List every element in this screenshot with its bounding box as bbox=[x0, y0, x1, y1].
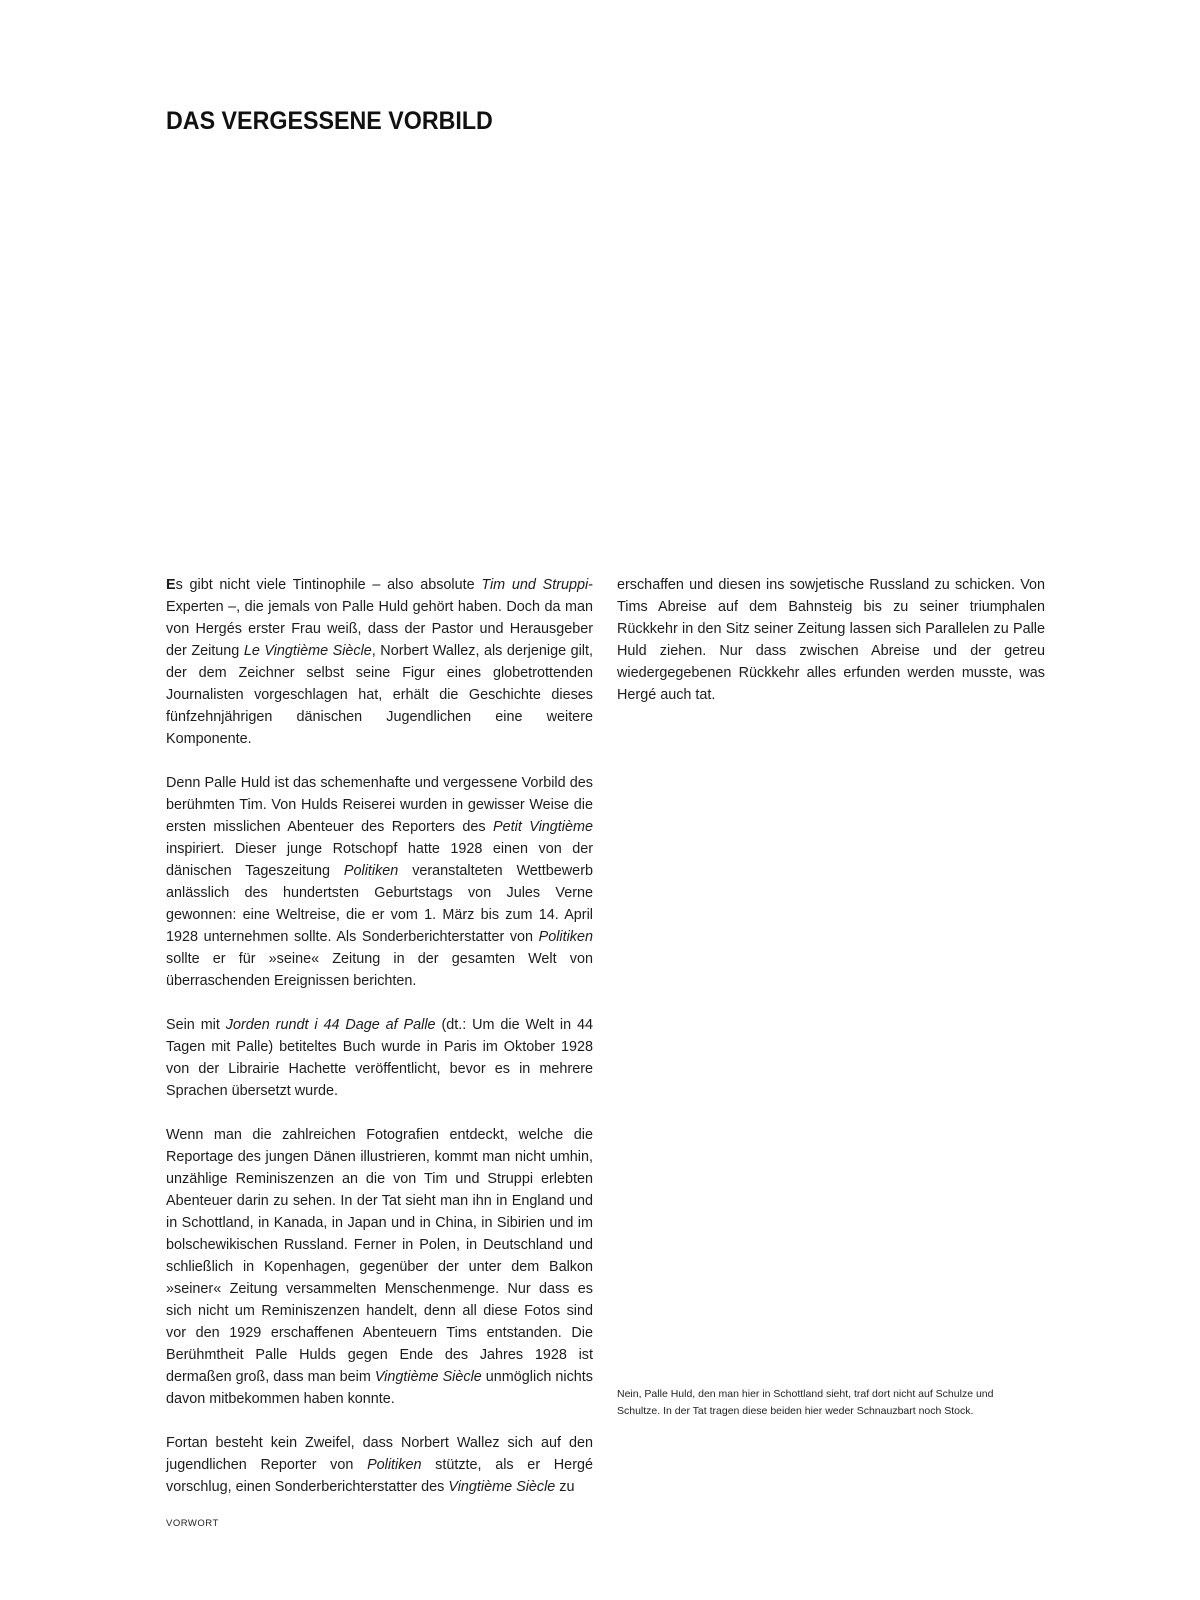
paragraph-3-italic-title-1: Jorden rundt i 44 Dage af Palle bbox=[225, 1017, 436, 1033]
paragraph-2-text-c: veranstalteten Wettbewerb anlässlich des hundertsten Geburtstags von Jules Verne gewonnen: eine Weltreise, die er vom 1. März bis zum 14. April 1928 unternehmen sollte. Als Sonderberichterstatter von bbox=[166, 863, 593, 945]
paragraph-2-italic-title-1: Petit Vingtième bbox=[493, 819, 593, 835]
section-footer: VORWORT bbox=[166, 1518, 219, 1529]
paragraph-5-text-c: zu bbox=[555, 1479, 575, 1495]
paragraph-1-text-c: , Norbert Wallez, als derjenige gilt, der dem Zeichner selbst seine Figur eines globetrottenden Journalisten vorgeschlagen hat, erhält die Geschichte dieses fünfzehnjährigen dänischen Jugendlichen eine weitere Komponente. bbox=[166, 643, 593, 747]
left-text-column bbox=[166, 574, 593, 1520]
paragraph-2-text-b: inspiriert. Dieser junge Rotschopf hatte 1928 einen von der dänischen Tageszeitung bbox=[166, 841, 593, 879]
paragraph-1-text-b: -Experten –, die jemals von Palle Huld gehört haben. Doch da man von Hergés erster Frau weiß, dass der Pastor und Herausgeber der Zeitung bbox=[166, 577, 593, 659]
paragraph-5-italic-title-1: Politiken bbox=[367, 1457, 422, 1473]
paragraph-2-text-d: sollte er für »seine« Zeitung in der gesamten Welt von überraschenden Ereignissen berichten. bbox=[166, 951, 593, 989]
paragraph-4-italic-title-1: Vingtième Siècle bbox=[374, 1369, 482, 1385]
paragraph-4-text-a: Wenn man die zahlreichen Fotografien entdeckt, welche die Reportage des jungen Dänen illustrieren, kommt man nicht umhin, unzählige Reminiszenzen an die von Tim und Struppi erlebten Abenteuer darin zu sehen. In der Tat sieht man ihn in England und in Schottland, in Kanada, in Japan und in China, in Sibirien und im bolschewikischen Russland. Ferner in Polen, in Deutschland und schließlich in Kopenhagen, gegenüber der unter dem Balkon »seiner« Zeitung versammelten Menschenmenge. Nur dass es sich nicht um Reminiszenzen handelt, denn all diese Fotos sind vor den 1929 erschaffenen Abenteuern Tims entstanden. Die Berühmtheit Palle Hulds gegen Ende des Jahres 1928 ist dermaßen groß, dass man beim bbox=[166, 1127, 593, 1385]
photo-caption: Nein, Palle Huld, den man hier in Schottland sieht, traf dort nicht auf Schulze und Schultze. In der Tat tragen diese beiden hier weder Schnauzbart noch Stock. bbox=[617, 1388, 994, 1417]
paragraph-5 bbox=[166, 1432, 593, 1498]
paragraph-2-italic-title-2: Politiken bbox=[343, 863, 399, 879]
paragraph-1 bbox=[166, 574, 593, 750]
page-title: DAS VERGESSENE VORBILD bbox=[166, 107, 493, 135]
paragraph-6-text-a: erschaffen und diesen ins sowjetische Russland zu schicken. Von Tims Abreise auf dem Bahnsteig bis zu seiner triumphalen Rückkehr in den Sitz seiner Zeitung lassen sich Parallelen zu Palle Huld ziehen. Nur dass zwischen Abreise und der getreu wiedergegebenen Rückkehr alles erfunden werden musste, was Hergé auch tat. bbox=[617, 577, 1045, 703]
paragraph-3-text-b: (dt.: Um die Welt in 44 Tagen mit Palle) betiteltes Buch wurde in Paris im Oktober 1928 von der Librairie Hachette veröffentlicht, bevor es in mehrere Sprachen übersetzt wurde. bbox=[166, 1017, 594, 1099]
paragraph-2-italic-title-3: Politiken bbox=[538, 929, 593, 945]
right-text-column bbox=[617, 574, 1045, 728]
paragraph-5-italic-title-2: Vingtième Siècle bbox=[448, 1479, 556, 1495]
paragraph-5-text-b: stützte, als er Hergé vorschlug, einen Sonderberichterstatter des bbox=[166, 1457, 593, 1495]
paragraph-5-text-a: Fortan besteht kein Zweifel, dass Norbert Wallez sich auf den jugendlichen Reporter von bbox=[166, 1435, 593, 1473]
paragraph-3 bbox=[166, 1014, 593, 1102]
paragraph-6 bbox=[617, 574, 1045, 706]
paragraph-1-italic-title-1: Tim und Struppi bbox=[481, 577, 589, 593]
paragraph-4 bbox=[166, 1124, 593, 1410]
drop-cap: E bbox=[166, 577, 176, 593]
paragraph-3-text-a: Sein mit bbox=[166, 1017, 226, 1033]
paragraph-4-text-b: unmöglich nichts davon mitbekommen haben konnte. bbox=[166, 1369, 593, 1407]
paragraph-1-text-a: s gibt nicht viele Tintinophile – also absolute bbox=[175, 577, 482, 593]
paragraph-2 bbox=[166, 772, 593, 992]
paragraph-1-italic-title-2: Le Vingtième Siècle bbox=[243, 643, 372, 659]
paragraph-2-text-a: Denn Palle Huld ist das schemenhafte und vergessene Vorbild des berühmten Tim. Von Hulds Reiserei wurden in gewisser Weise die ersten misslichen Abenteuer des Reporters des bbox=[166, 775, 593, 835]
